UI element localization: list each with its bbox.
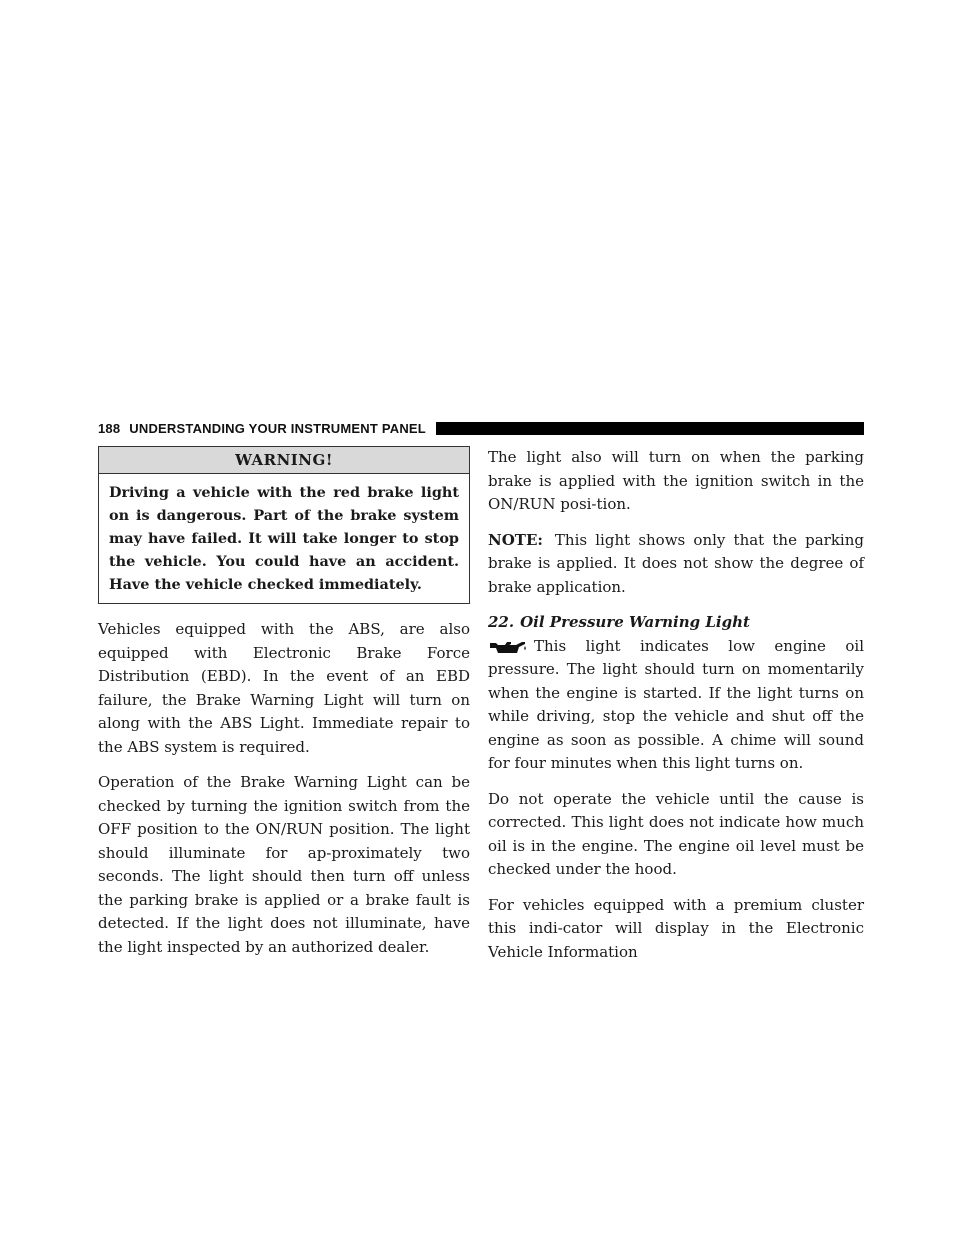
note-text: This light shows only that the parking brake is applied. It does not show the degree of brake application. (488, 530, 864, 596)
oil-can-icon (488, 637, 528, 657)
premium-cluster-paragraph: For vehicles equipped with a premium cluster this indi-cator will display in the Electronic Vehicle Information (488, 895, 864, 961)
parking-brake-paragraph: The light also will turn on when the parking brake is applied with the ignition switch in the ON/RUN posi-tion. (488, 448, 864, 513)
oil-pressure-paragraph (488, 635, 864, 776)
abs-ebd-paragraph: Vehicles equipped with the ABS, are also equipped with Electronic Brake Force Distribution (EBD). In the event of an EBD failure, the Brake Warning Light will turn on along with the ABS Light. Immediate repair to the ABS system is required. (98, 620, 470, 756)
oil-pressure-text: This light indicates low engine oil pressure. The light should turn on momentarily when the engine is started. If the light turns on while driving, stop the vehicle and shut off the engine as soon as possible. A chime will sound for four minutes when this light turns on. (488, 636, 864, 772)
warning-text: Driving a vehicle with the red brake light on is dangerous. Part of the brake system may have failed. It will take longer to stop the vehicle. You could have an accident. Have the vehicle checked immediately. (109, 484, 459, 593)
brake-light-check-paragraph: Operation of the Brake Warning Light can be checked by turning the ignition switch from the OFF position to the ON/RUN position. The light should illuminate for ap-proximately two seconds. The light should then turn off unless the parking brake is applied or a brake fault is detected. If the light does not illuminate, have the light inspected by an authorized dealer. (98, 773, 470, 956)
note-paragraph (488, 529, 864, 600)
note-label: NOTE: (488, 530, 543, 549)
warning-title: WARNING! (99, 447, 469, 474)
right-column (488, 446, 864, 976)
section-title: UNDERSTANDING YOUR INSTRUMENT PANEL (129, 420, 426, 436)
warning-box (98, 446, 470, 604)
heading-title: Oil Pressure Warning Light (520, 613, 750, 631)
do-not-operate-paragraph: Do not operate the vehicle until the cause is corrected. This light does not indicate how much oil is in the engine. The engine oil level must be checked under the hood. (488, 789, 864, 878)
page-number: 188 (98, 420, 121, 436)
left-column (98, 446, 470, 971)
page-header (98, 418, 864, 438)
header-rule (436, 422, 864, 435)
oil-pressure-heading (488, 611, 864, 635)
heading-number: 22. (488, 613, 515, 631)
